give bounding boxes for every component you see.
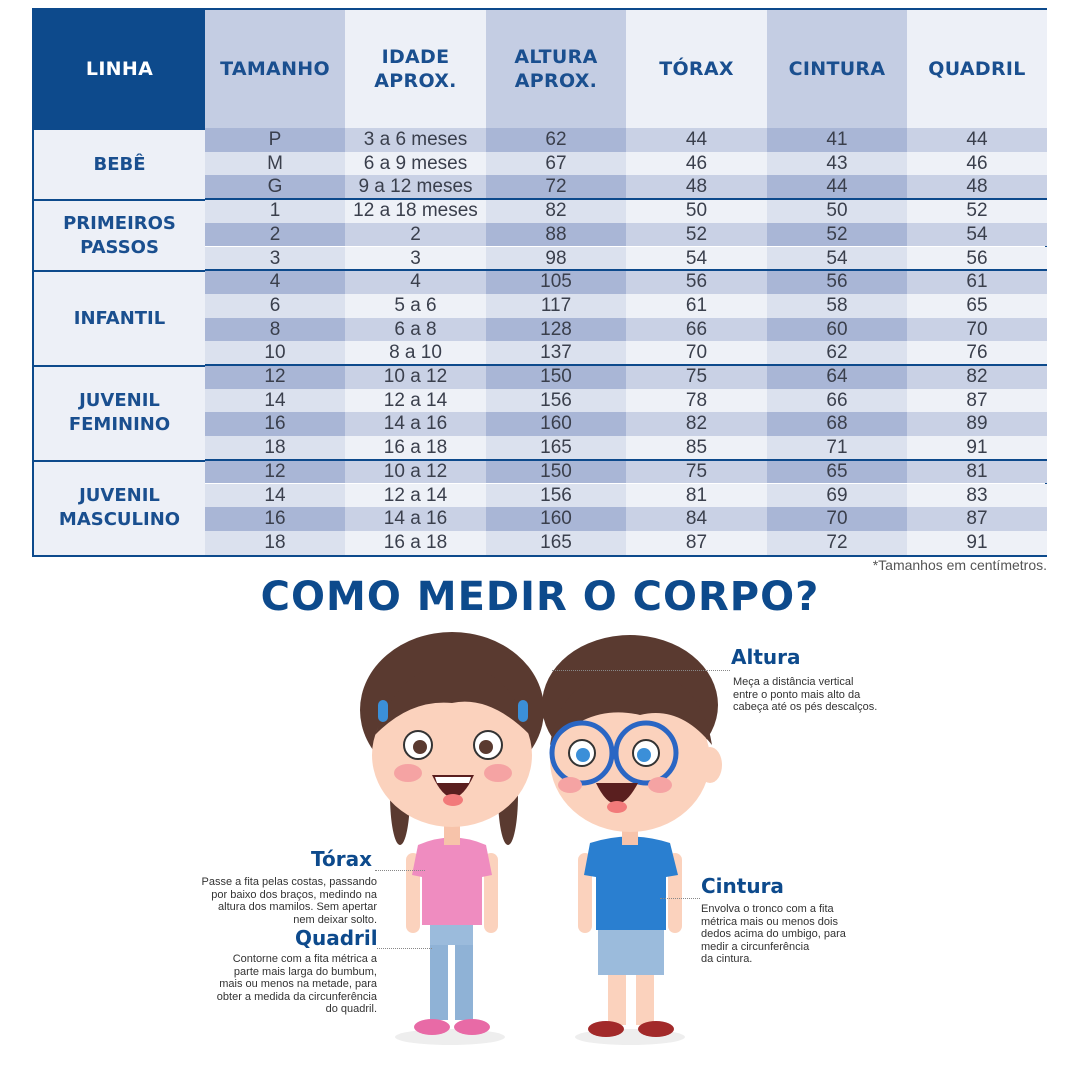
table-cell-quadril: 52 — [907, 199, 1047, 223]
size-table — [32, 8, 1047, 557]
group-separator — [205, 269, 1047, 271]
table-cell-cintura: 43 — [826, 152, 848, 174]
table-cell-idade: 12 a 18 meses — [345, 199, 486, 223]
table-row — [205, 507, 1047, 531]
table-row — [205, 318, 1047, 342]
table-row — [205, 152, 1047, 176]
group-label: BEBÊ — [34, 128, 205, 199]
table-cell-idade: 3 a 6 meses — [345, 128, 486, 152]
table-cell-quadril: 44 — [907, 128, 1047, 152]
table-cell-cintura: 69 — [826, 484, 848, 506]
table-cell-altura: 165 — [540, 437, 572, 459]
table-cell-tamanho: 16 — [264, 413, 286, 435]
quadril-line — [377, 948, 432, 949]
header-tamanho: TAMANHO — [205, 10, 345, 128]
table-cell-torax: 75 — [626, 365, 767, 389]
table-cell-altura: 88 — [545, 223, 567, 245]
table-cell-cintura: 64 — [826, 366, 848, 387]
table-row — [205, 484, 1047, 508]
table-cell-cintura: 72 — [826, 531, 848, 553]
table-cell-altura: 67 — [545, 152, 567, 174]
table-row — [205, 128, 1047, 152]
table-row — [205, 247, 1047, 271]
table-cell-idade: 14 a 16 — [345, 412, 486, 436]
table-cell-idade: 9 a 12 meses — [345, 175, 486, 199]
table-cell-idade: 16 a 18 — [345, 436, 486, 460]
table-cell-torax: 78 — [626, 389, 767, 413]
table-cell-idade: 5 a 6 — [345, 294, 486, 318]
table-cell-quadril: 87 — [907, 507, 1047, 531]
table-cell-quadril: 83 — [907, 484, 1047, 508]
table-cell-tamanho: 10 — [264, 342, 286, 364]
table-cell-quadril: 48 — [907, 175, 1047, 199]
table-row — [205, 175, 1047, 199]
table-cell-idade: 2 — [345, 223, 486, 247]
cintura-line — [660, 898, 700, 899]
table-cell-altura: 160 — [540, 413, 572, 435]
group-separator — [205, 198, 1047, 200]
table-cell-tamanho: G — [267, 176, 283, 198]
table-row — [205, 341, 1047, 365]
table-cell-torax: 46 — [626, 152, 767, 176]
table-cell-quadril: 91 — [907, 436, 1047, 460]
table-cell-cintura: 41 — [826, 129, 848, 150]
group-label: JUVENIL MASCULINO — [34, 460, 205, 555]
table-cell-torax: 66 — [626, 318, 767, 342]
header-cintura: CINTURA — [767, 10, 907, 128]
table-cell-tamanho: P — [268, 129, 282, 150]
header-torax: TÓRAX — [626, 10, 767, 128]
table-cell-tamanho: 18 — [264, 531, 286, 553]
table-cell-altura: 117 — [540, 294, 572, 316]
table-cell-torax: 48 — [626, 175, 767, 199]
table-cell-tamanho: 3 — [269, 247, 281, 269]
table-row — [205, 389, 1047, 413]
table-cell-quadril: 81 — [907, 460, 1047, 484]
table-row — [205, 199, 1047, 223]
table-cell-torax: 85 — [626, 436, 767, 460]
table-cell-tamanho: 1 — [269, 200, 281, 222]
table-cell-idade: 3 — [345, 247, 486, 271]
table-row — [205, 531, 1047, 555]
cintura-desc: Envolva o tronco com a fita métrica mais ou menos dois dedos acima do umbigo, para medir a circunferência da cintura. — [701, 903, 846, 965]
girl-illustration — [360, 632, 544, 1045]
table-cell-altura: 137 — [540, 342, 572, 364]
torax-label: Tórax — [311, 847, 372, 871]
table-cell-tamanho: 16 — [264, 508, 286, 530]
torax-desc: Passe a fita pelas costas, passando por baixo dos braços, medindo na altura dos mamilos. Sem apertar nem deixar solto. — [201, 876, 377, 926]
table-row — [205, 412, 1047, 436]
table-cell-tamanho: 14 — [264, 484, 286, 506]
table-cell-cintura: 50 — [826, 200, 848, 222]
table-cell-cintura: 71 — [826, 437, 848, 459]
table-row — [205, 460, 1047, 484]
table-cell-cintura: 65 — [826, 460, 848, 482]
table-cell-tamanho: 14 — [264, 389, 286, 411]
table-cell-torax: 84 — [626, 507, 767, 531]
table-cell-quadril: 91 — [907, 531, 1047, 555]
table-cell-quadril: 70 — [907, 318, 1047, 342]
table-cell-cintura: 68 — [826, 413, 848, 435]
boy-illustration — [542, 635, 722, 1045]
table-cell-tamanho: 4 — [269, 271, 281, 293]
table-cell-cintura: 70 — [826, 508, 848, 530]
table-cell-idade: 12 a 14 — [345, 484, 486, 508]
table-cell-torax: 50 — [626, 199, 767, 223]
header-altura: ALTURA APROX. — [486, 10, 626, 128]
table-cell-torax: 56 — [626, 270, 767, 294]
table-cell-tamanho: M — [267, 152, 283, 174]
table-cell-altura: 62 — [545, 129, 567, 150]
table-cell-idade: 16 a 18 — [345, 531, 486, 555]
table-cell-idade: 14 a 16 — [345, 507, 486, 531]
group-label: PRIMEIROS PASSOS — [34, 199, 205, 270]
table-cell-quadril: 56 — [907, 247, 1047, 271]
table-cell-cintura: 66 — [826, 389, 848, 411]
table-cell-quadril: 76 — [907, 341, 1047, 365]
table-cell-cintura: 52 — [826, 223, 848, 245]
table-cell-torax: 52 — [626, 223, 767, 247]
header-linha: LINHA — [34, 10, 205, 128]
table-cell-quadril: 54 — [907, 223, 1047, 247]
altura-desc: Meça a distância vertical entre o ponto mais alto da cabeça até os pés descalços. — [733, 676, 878, 713]
table-cell-altura: 160 — [540, 508, 572, 530]
table-cell-altura: 156 — [540, 389, 572, 411]
quadril-desc: Contorne com a fita métrica a parte mais larga do bumbum, mais ou menos na metade, para obter a medida da circunferência do quadril. — [216, 953, 377, 1015]
table-cell-idade: 10 a 12 — [345, 365, 486, 389]
table-cell-cintura: 44 — [826, 176, 848, 198]
altura-label: Altura — [731, 645, 801, 669]
table-cell-altura: 72 — [545, 176, 567, 198]
table-cell-idade: 12 a 14 — [345, 389, 486, 413]
table-cell-cintura: 56 — [826, 271, 848, 293]
table-cell-altura: 150 — [540, 460, 572, 482]
table-row — [205, 270, 1047, 294]
table-cell-quadril: 89 — [907, 412, 1047, 436]
group-separator — [205, 364, 1047, 366]
table-cell-altura: 82 — [545, 200, 567, 222]
table-cell-tamanho: 8 — [269, 318, 281, 340]
altura-line — [552, 670, 730, 671]
header-idade: IDADE APROX. — [345, 10, 486, 128]
table-cell-altura: 98 — [545, 247, 567, 269]
table-cell-quadril: 82 — [907, 365, 1047, 389]
table-cell-torax: 54 — [626, 247, 767, 271]
cintura-label: Cintura — [701, 874, 784, 898]
table-cell-torax: 44 — [626, 128, 767, 152]
table-cell-tamanho: 2 — [269, 223, 281, 245]
table-cell-tamanho: 12 — [264, 366, 286, 387]
table-cell-idade: 8 a 10 — [345, 341, 486, 365]
table-row — [205, 436, 1047, 460]
table-cell-idade: 10 a 12 — [345, 460, 486, 484]
table-cell-altura: 156 — [540, 484, 572, 506]
table-cell-cintura: 62 — [826, 342, 848, 364]
table-cell-torax: 70 — [626, 341, 767, 365]
table-cell-idade: 6 a 9 meses — [345, 152, 486, 176]
group-label: JUVENIL FEMININO — [34, 365, 205, 460]
torax-line — [375, 870, 425, 871]
group-separator — [205, 459, 1047, 461]
table-note: *Tamanhos em centímetros. — [872, 557, 1047, 573]
table-cell-cintura: 54 — [826, 247, 848, 269]
table-cell-tamanho: 12 — [264, 460, 286, 482]
table-cell-torax: 82 — [626, 412, 767, 436]
table-cell-torax: 81 — [626, 484, 767, 508]
table-cell-quadril: 87 — [907, 389, 1047, 413]
table-row — [205, 294, 1047, 318]
table-cell-tamanho: 6 — [269, 294, 281, 316]
table-row — [205, 365, 1047, 389]
table-cell-torax: 87 — [626, 531, 767, 555]
quadril-label: Quadril — [295, 926, 378, 950]
table-cell-quadril: 65 — [907, 294, 1047, 318]
kids-illustration — [340, 625, 740, 1075]
table-cell-quadril: 61 — [907, 270, 1047, 294]
table-cell-cintura: 58 — [826, 294, 848, 316]
table-cell-altura: 128 — [540, 318, 572, 340]
table-cell-idade: 4 — [345, 270, 486, 294]
group-label: INFANTIL — [34, 270, 205, 365]
table-cell-cintura: 60 — [826, 318, 848, 340]
guide-title: COMO MEDIR O CORPO? — [260, 574, 820, 620]
header-quadril: QUADRIL — [907, 10, 1047, 128]
table-cell-tamanho: 18 — [264, 437, 286, 459]
table-cell-altura: 150 — [540, 366, 572, 387]
table-cell-torax: 61 — [626, 294, 767, 318]
table-cell-altura: 105 — [540, 271, 572, 293]
table-cell-altura: 165 — [540, 531, 572, 553]
table-cell-torax: 75 — [626, 460, 767, 484]
table-row — [205, 223, 1047, 247]
table-cell-idade: 6 a 8 — [345, 318, 486, 342]
table-cell-quadril: 46 — [907, 152, 1047, 176]
